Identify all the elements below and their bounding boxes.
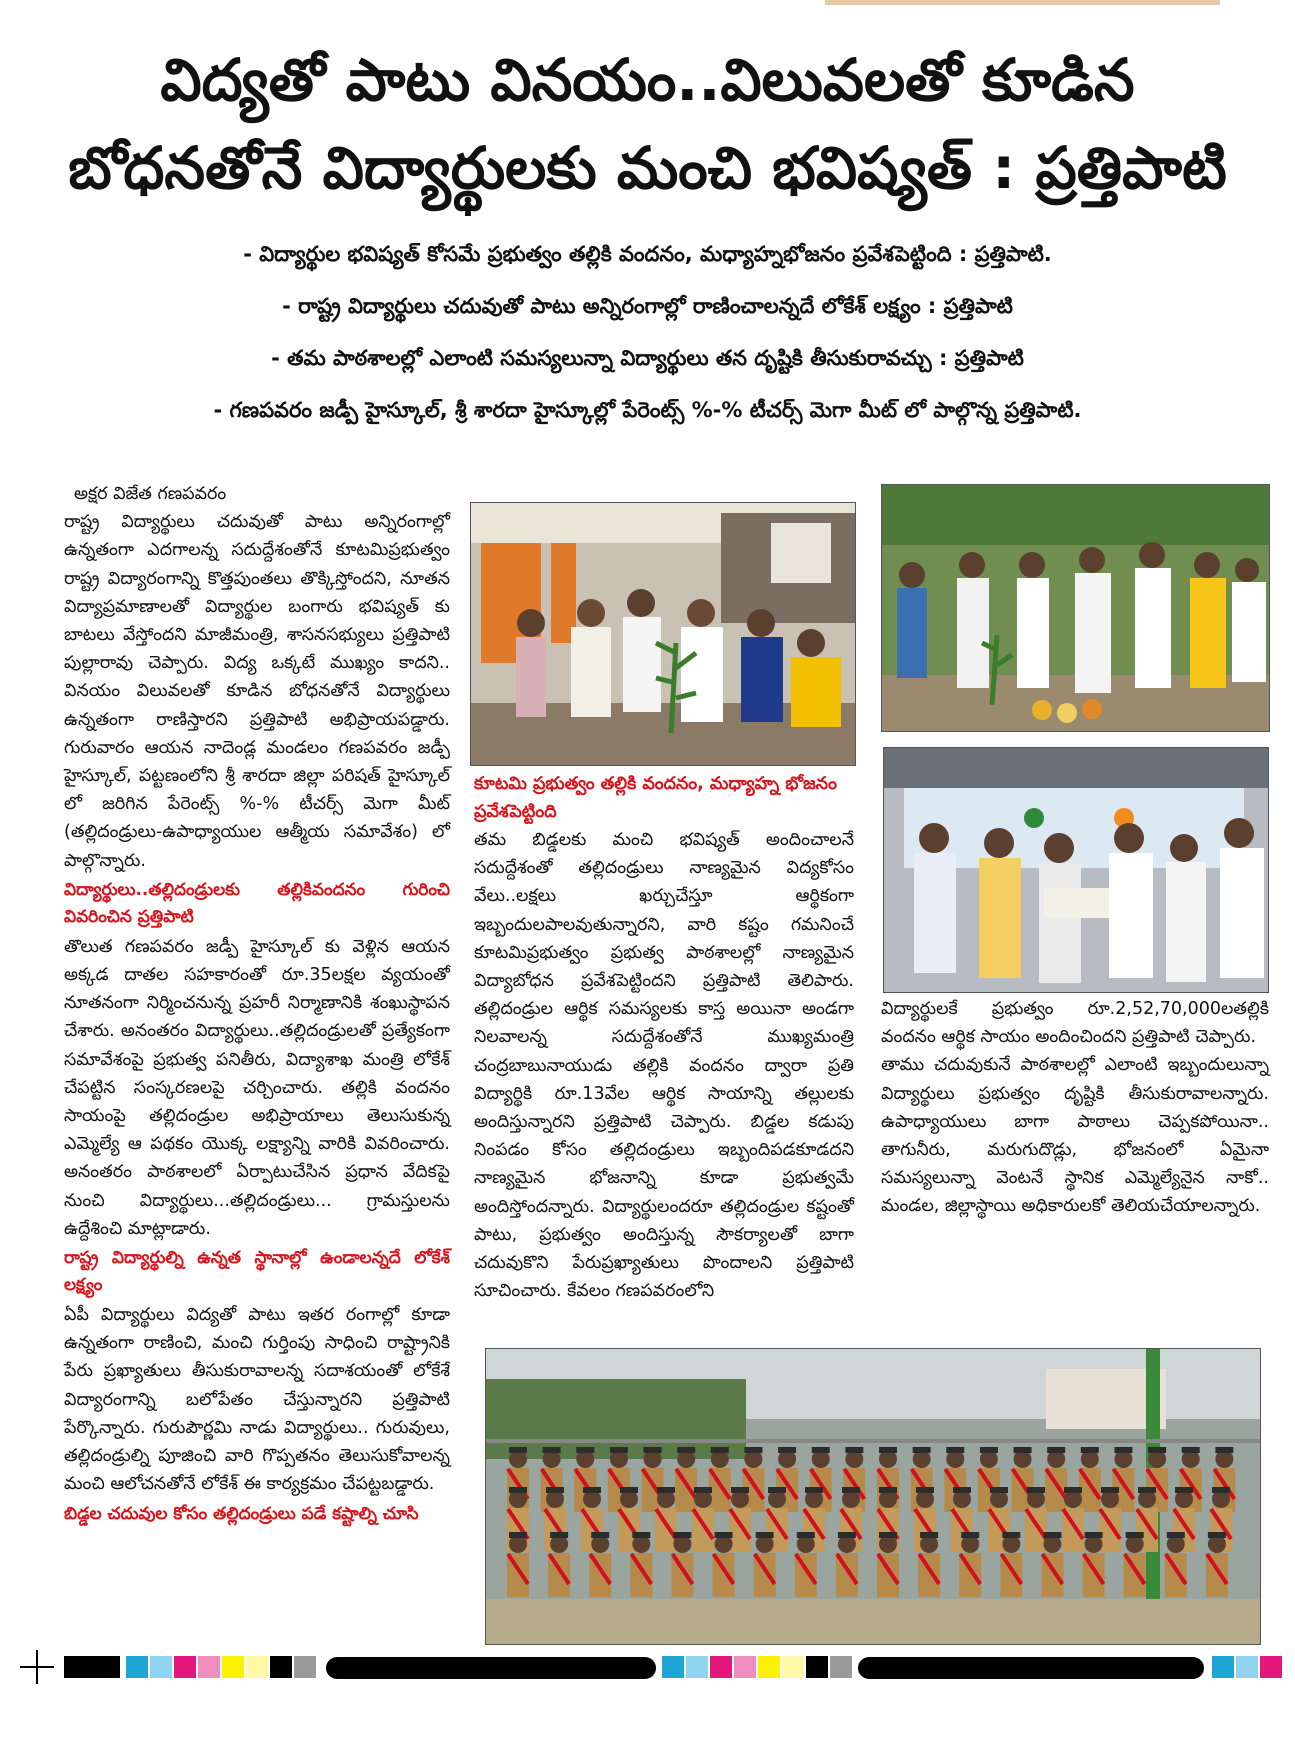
swatch-magenta [174,1656,196,1678]
bullet-3: - తమ పాఠశాలల్లో ఎలాంటి సమస్యలున్నా విద్యార్థులు తన దృష్టికి తీసుకురావచ్చు : ప్రత్తిపాటి [271,346,1024,370]
left-subhead-2: రాష్ట్ర విద్యార్థుల్ని ఉన్నత స్థానాల్లో ఉండాలన్నదే లోకేశ్ లక్ష్యం [64,1248,450,1296]
swatch-black-2 [270,1656,292,1678]
dateline: అక్షర విజేత గణపవరం [74,484,227,504]
right-column [881,995,1269,1221]
bullet-1: - విద్యార్థుల భవిష్యత్ కోసమే ప్రభుత్వం తల్లికి వందనం, మధ్యాహ్నభోజనం ప్రవేశపెట్టింది : ప్రత్తిపాటి. [243,242,1052,266]
left-column [64,480,450,1530]
swatch-yellow-2 [758,1656,780,1678]
swatch-magenta-2 [710,1656,732,1678]
top-photo-strip [825,0,1220,5]
headline-line-2: బోధనతోనే విద్యార్థులకు మంచి భవిష్యత్ : ప్రత్తిపాటి [68,134,1227,202]
bullet-2: - రాష్ట్ర విద్యార్థులు చదువుతో పాటు అన్నిరంగాల్లో రాణించాలన్నదే లోకేశ్ లక్ష్యం : ప్రత్తిపాటి [282,294,1013,318]
bullet-list [0,240,1295,448]
right-paragraph-1: విద్యార్థులకే ప్రభుత్వం రూ.2,52,70,000లతల్లికి వందనం ఆర్థిక సాయం అందించిందని ప్రత్తిపాటి చెప్పారు. [881,999,1269,1048]
left-paragraph-3: ఏపీ విద్యార్థులు విద్యతో పాటు ఇతర రంగాల్లో కూడా ఉన్నతంగా రాణించి, మంచి గుర్తింపు సాధించి రాష్ట్రానికి పేరు ప్రఖ్యాతులు తీసుకురావాలన్న సదాశయంతో లోకేశే విద్యారంగాన్ని బలోపేతం చేస్తున్నారని ప్రత్తిపాటి పేర్కొన్నారు. గురుపౌర్ణమి నాడు విద్యార్థులు.. గురువులు, తల్లిదండ్రుల్ని పూజించి వారి గొప్పతనం తెలుసుకోవాలన్న మంచి ఆలోచనతోనే లోకేశ్ ఈ కార్యక్రమం చేపట్టబడ్డారు. [64,1305,450,1495]
swatch-light-cyan-2 [686,1656,708,1678]
swatch-black-3 [806,1656,828,1678]
middle-paragraph: తమ బిడ్డలకు మంచి భవిష్యత్ అందించాలనే సదుద్దేశంతో తల్లిదండ్రులు నాణ్యమైన విద్యకోసం వేలు..లక్షలు ఖర్చుచేస్తూ ఆర్థికంగా ఇబ్బందులపాలవుతున్నారని, వారి కష్టం గమనించే కూటమిప్రభుత్వం ప్రభుత్వ పాఠశాలల్లో నాణ్యమైన విద్యాబోధన ప్రవేశపెట్టిందని ప్రత్తిపాటి తెలిపారు. తల్లిదండ్రుల ఆర్థిక సమస్యలకు కాస్త అయినా అండగా నిలవాలన్న సదుద్దేశంతోనే ముఖ్యమంత్రి చంద్రబాబునాయుడు తల్లికి వందనం ద్వారా ప్రతి విద్యార్థికి రూ.13వేల ఆర్థిక సాయాన్ని తల్లులకు అందిస్తున్నారని ప్రత్తిపాటి చెప్పారు. బిడ్డల కడుపు నింపడం కోసం తల్లిదండ్రులు ఇబ్బందిపడకూడదని నాణ్యమైన భోజనాన్ని కూడా ప్రభుత్వమే అందిస్తోందన్నారు. విద్యార్థులందరూ తల్లిదండ్రుల కష్టంతో పాటు, ప్రభుత్వం అందిస్తున్న సౌకర్యాలతో బాగా చదువుకొని పేరుప్రఖ్యాతులు పొందాలని ప్రత్తిపాటి సూచించారు. కేవలం గణపవరంలోని [474,830,854,1302]
swatch-cyan [126,1656,148,1678]
black-bar-1 [326,1657,656,1679]
swatch-black [64,1656,120,1678]
left-subhead-3: బిడ్డల చదువుల కోసం తల్లిదండ్రులు పడే కష్టాల్ని చూసి [64,1503,419,1524]
plant-ceremony-image [471,503,855,765]
swatch-light-yellow-2 [782,1656,804,1678]
swatch-pink-2 [734,1656,756,1678]
left-subhead-1: విద్యార్థులు..తల్లిదండ్రులకు తల్లికివందనం గురించి వివరించిన ప్రత్తిపాటి [64,879,450,927]
plant-ceremony-photo [470,502,856,766]
swatch-grey [294,1656,316,1678]
swatch-light-yellow [246,1656,268,1678]
swatch-pink [198,1656,220,1678]
foundation-ritual-photo [881,484,1270,732]
bullet-4: - గణపవరం జడ్పీ హైస్కూల్, శ్రీ శారదా హైస్కూల్లో పేరెంట్స్ %-% టీచర్స్ మెగా మీట్ లో పాల్గొన్న ప్రత్తిపాటి. [213,398,1082,422]
middle-column [474,826,854,1305]
swatch-cyan-3 [1212,1656,1234,1678]
swatch-yellow [222,1656,244,1678]
cheque-handover-image [884,748,1268,992]
swatch-light-cyan [150,1656,172,1678]
swatch-light-cyan-3 [1236,1656,1258,1678]
ncc-cadets-image [486,1349,1260,1644]
black-bar-2 [858,1657,1204,1679]
middle-photo-caption: కూటమి ప్రభుత్వం తల్లికి వందనం, మధ్యాహ్న భోజనం ప్రవేశపెట్టింది [474,774,837,822]
swatch-cyan-2 [662,1656,684,1678]
right-paragraph-2: తాము చదువుకునే పాఠశాలల్లో ఎలాంటి ఇబ్బందులున్నా విద్యార్థులు ప్రభుత్వం దృష్టికి తీసుకురావాలన్నారు. ఉపాధ్యాయులు బాగా పాఠాలు చెప్పకపోయినా.. తాగునీరు, మరుగుదొడ్లు, భోజనంలో ఏమైనా సమస్యలున్నా వెంటనే స్థానిక ఎమ్మెల్యేనైన నాకో.. మండల, జిల్లాస్థాయి అధికారులకో తెలియచేయాలన్నారు. [881,1055,1269,1217]
registration-mark-v [36,1650,38,1684]
left-paragraph-1: రాష్ట్ర విద్యార్థులు చదువుతో పాటు అన్నిరంగాల్లో ఉన్నతంగా ఎదగాలన్న సదుద్దేశంతోనే కూటమిప్రభుత్వం రాష్ట్ర విద్యారంగాన్ని కొత్తపుంతలు తొక్కిస్తోందని, నూతన విద్యాప్రమాణాలతో విద్యార్థుల బంగారు భవిష్యత్ కు బాటలు వేస్తోందని మాజీమంత్రి, శాసనసభ్యులు ప్రత్తిపాటి పుల్లారావు చెప్పారు. విద్య ఒక్కటే ముఖ్యం కాదని.. వినయం విలువలతో కూడిన బోధనతోనే విద్యార్థులు ఉన్నతంగా రాణిస్తారని ప్రత్తిపాటి అభిప్రాయపడ్డారు. గురువారం ఆయన నాదెండ్ల మండలం గణపవరం జడ్పీ హైస్కూల్, పట్టణంలోని శ్రీ శారదా జిల్లా పరిషత్ హైస్కూల్ లో జరిగిన పేరెంట్స్ %-% టీచర్స్ మెగా మీట్ (తల్లిదండ్రులు-ఉపాధ్యాయుల ఆత్మీయ సమావేశం) లో పాల్గొన్నారు. [64,512,450,871]
ncc-cadets-group-photo [485,1348,1261,1645]
left-paragraph-2: తొలుత గణపవరం జడ్పీ హైస్కూల్ కు వెళ్లిన ఆయన అక్కడ దాతల సహకారంతో రూ.35లక్షల వ్యయంతో నూతనంగా నిర్మించనున్న ప్రహరీ నిర్మాణానికి శంఖుస్థాపన చేశారు. అనంతరం విద్యార్థులు..తల్లిదండ్రులతో ప్రత్యేకంగా సమావేశంపై ప్రభుత్వ పనితీరు, విద్యాశాఖ మంత్రి లోకేశ్ చేపట్టిన సంస్కరణలపై చర్చించారు. తల్లికి వందనం సాయంపై తల్లిదండ్రుల అభిప్రాయాలు తెలుసుకున్న ఎమ్మెల్యే ఆ పథకం యొక్క లక్ష్యాన్ని వారికి వివరించారు. అనంతరం పాఠశాలలో ఏర్పాటుచేసిన ప్రధాన వేదికపై నుంచి విద్యార్థులు...తల్లిదండ్రులు... గ్రామస్తులను ఉద్దేశించి మాట్లాడారు. [64,936,450,1239]
swatch-magenta-3 [1260,1656,1282,1678]
cheque-handover-photo [883,747,1269,993]
foundation-ritual-image [882,485,1269,731]
headline-line-1: విద్యతో పాటు వినయం..విలువలతో కూడిన [160,46,1135,114]
swatch-grey-2 [830,1656,852,1678]
